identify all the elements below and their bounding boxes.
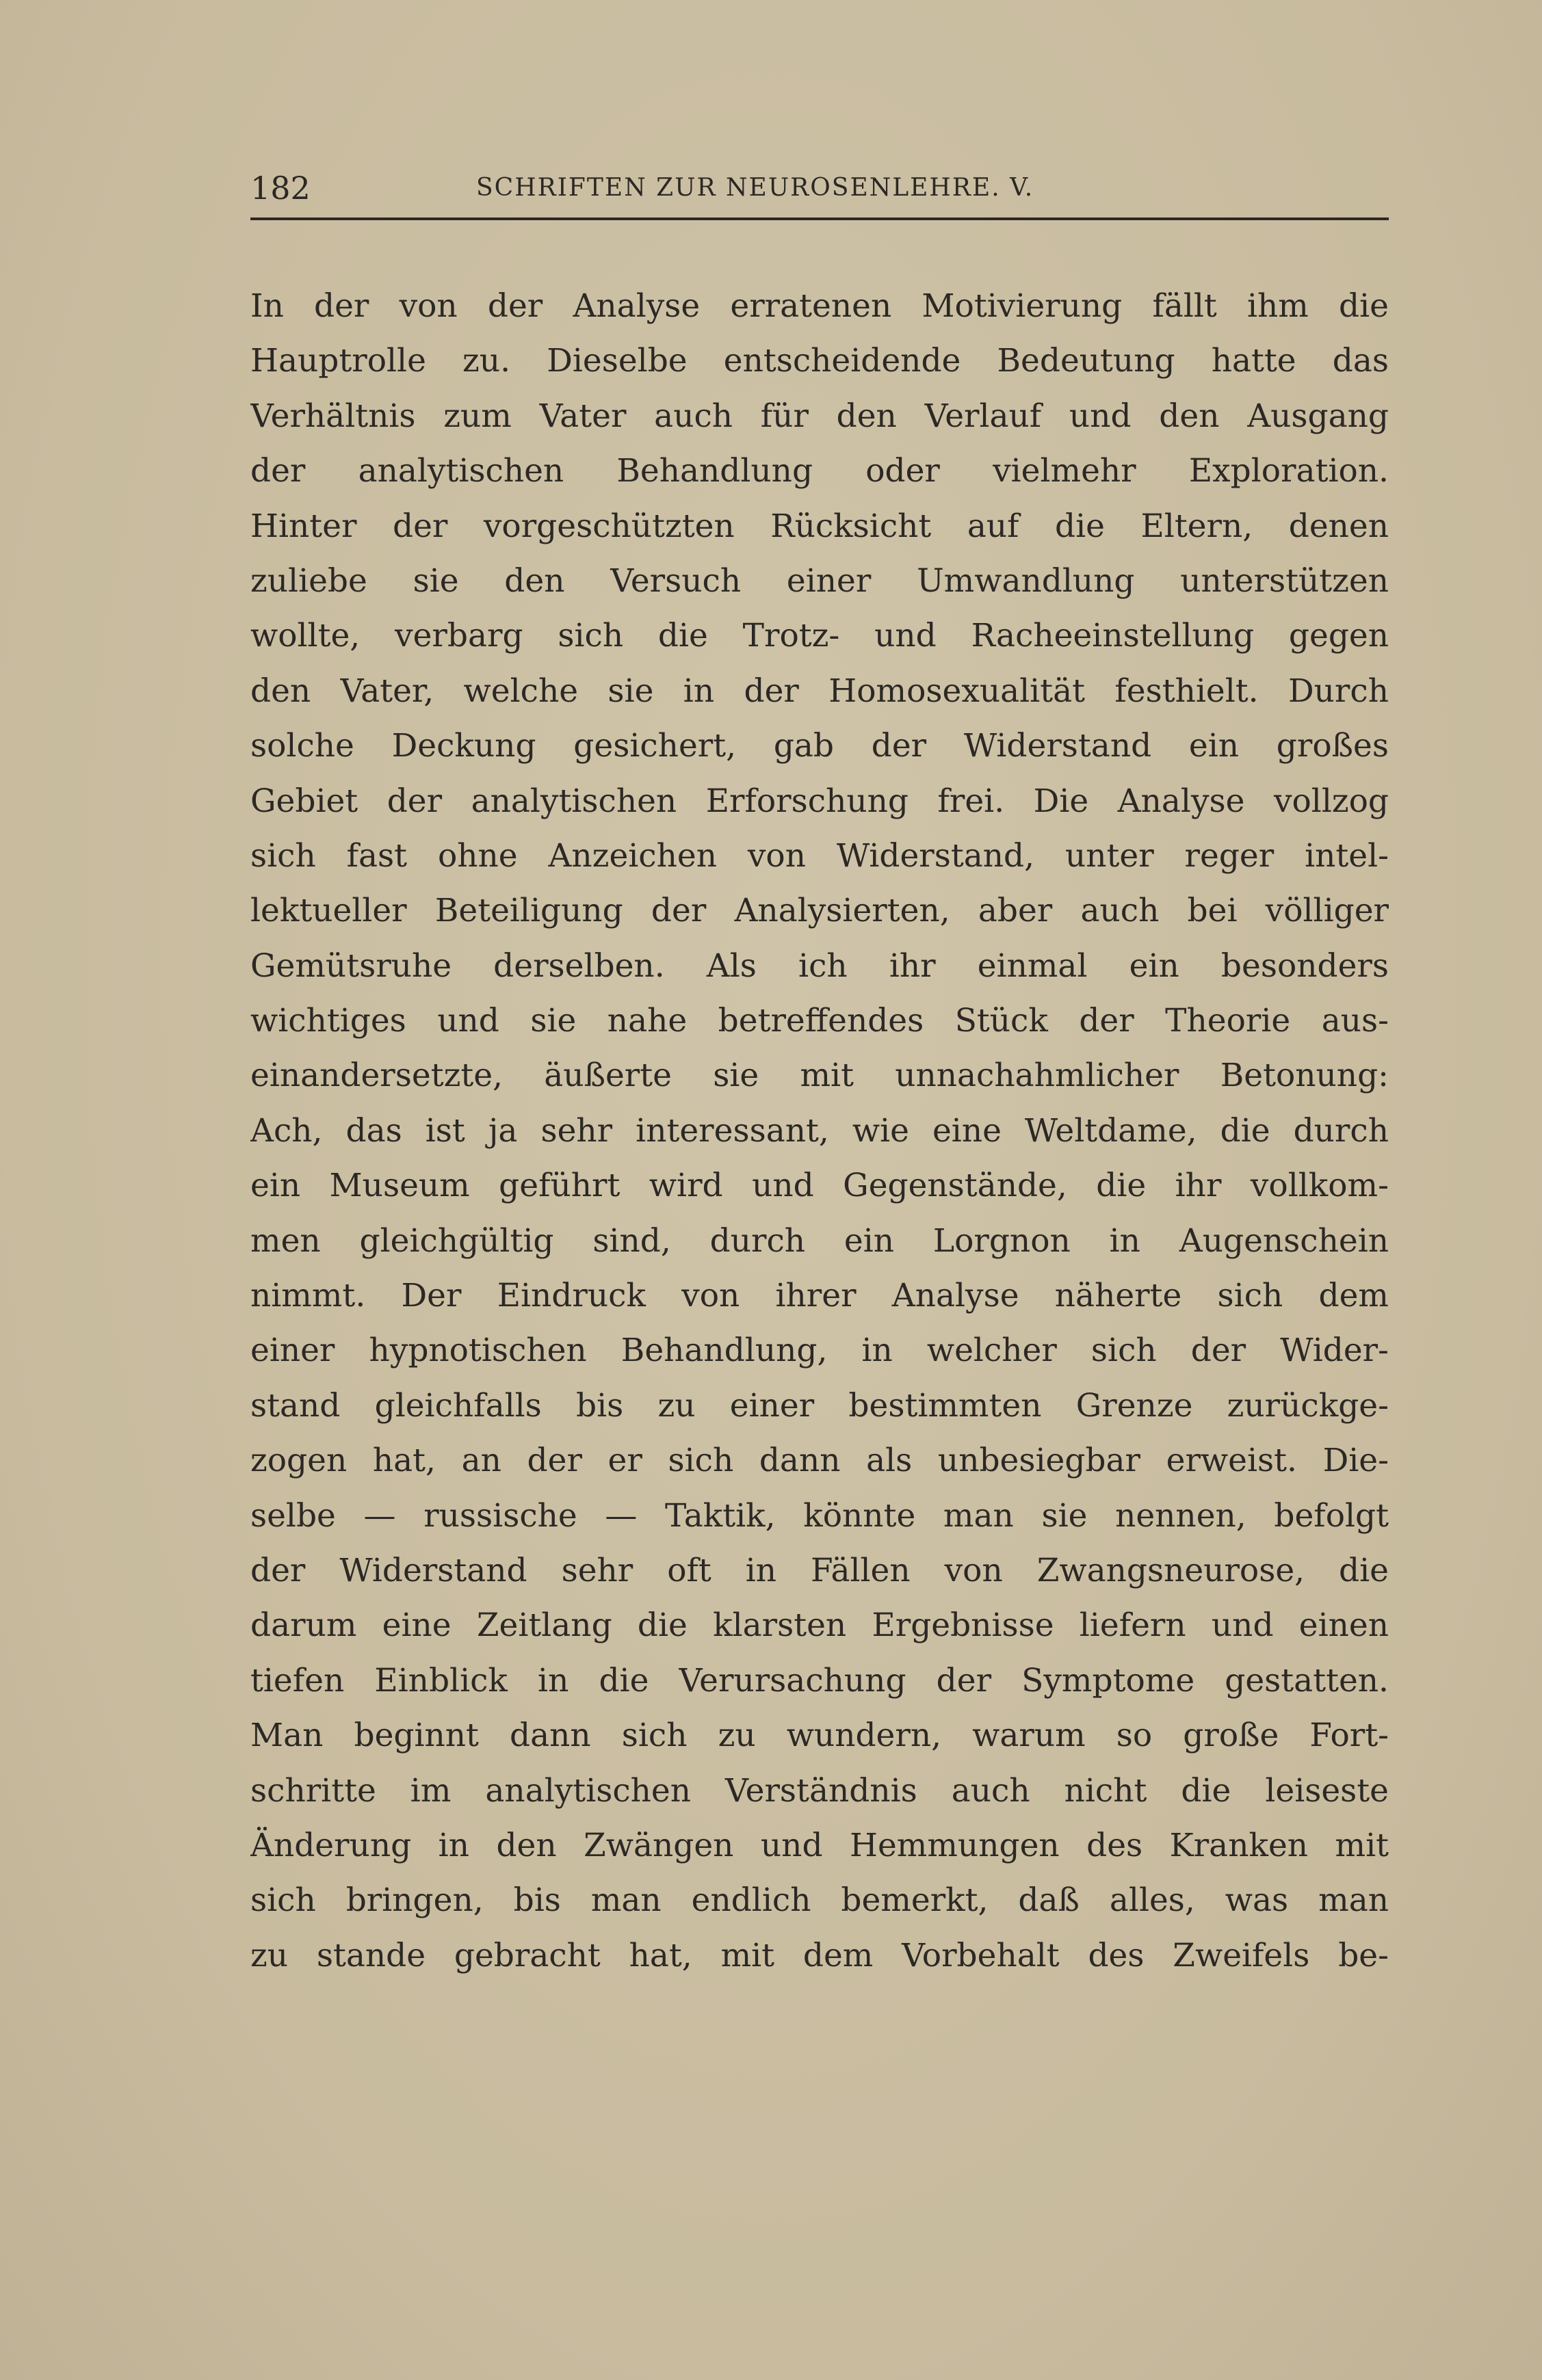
text-line: solche Deckung gesichert, gab der Widerstand ein großes xyxy=(250,727,1389,765)
text-line: der Widerstand sehr oft in Fällen von Zwangsneurose, die xyxy=(250,1551,1389,1589)
text-line: men gleichgültig sind, durch ein Lorgnon in Augenschein xyxy=(250,1221,1389,1260)
text-line: der analytischen Behandlung oder vielmehr Exploration. xyxy=(250,452,1389,490)
text-line: selbe — russische — Taktik, könnte man sie nennen, befolgt xyxy=(250,1496,1389,1535)
text-line: nimmt. Der Eindruck von ihrer Analyse näherte sich dem xyxy=(250,1277,1389,1315)
page-number: 182 xyxy=(250,170,311,207)
text-line: Änderung in den Zwängen und Hemmungen des Kranken mit xyxy=(250,1826,1389,1864)
text-line: wollte, verbarg sich die Trotz- und Racheeinstellung gegen xyxy=(250,617,1389,655)
text-line: zuliebe sie den Versuch einer Umwandlung unterstützen xyxy=(250,561,1389,600)
running-title: SCHRIFTEN ZUR NEUROSENLEHRE. V. xyxy=(476,174,1034,202)
text-line: zu stande gebracht hat, mit dem Vorbehalt des Zweifels be- xyxy=(250,1936,1389,1974)
text-line: Ach, das ist ja sehr interessant, wie eine Weltdame, die durch xyxy=(250,1111,1389,1150)
text-line: schritte im analytischen Verständnis auch nicht die leiseste xyxy=(250,1771,1389,1810)
text-line: darum eine Zeitlang die klarsten Ergebnisse liefern und einen xyxy=(250,1606,1389,1645)
text-line: einandersetzte, äußerte sie mit unnachahmlicher Betonung: xyxy=(250,1057,1389,1095)
text-line: Gemütsruhe derselben. Als ich ihr einmal ein besonders xyxy=(250,947,1389,985)
text-line: Verhältnis zum Vater auch für den Verlauf und den Ausgang xyxy=(250,397,1389,435)
text-line: Hinter der vorgeschützten Rücksicht auf die Eltern, denen xyxy=(250,507,1389,545)
header-rule xyxy=(250,217,1389,220)
text-line: In der von der Analyse erratenen Motivierung fällt ihm die xyxy=(250,287,1389,325)
text-line: wichtiges und sie nahe betreffendes Stück der Theorie aus- xyxy=(250,1002,1389,1040)
body-text xyxy=(250,279,1389,1983)
text-line: zogen hat, an der er sich dann als unbesiegbar erweist. Die- xyxy=(250,1442,1389,1480)
text-line: stand gleichfalls bis zu einer bestimmten Grenze zurückge- xyxy=(250,1386,1389,1425)
text-line: einer hypnotischen Behandlung, in welcher sich der Wider- xyxy=(250,1332,1389,1370)
text-line: Gebiet der analytischen Erforschung frei. Die Analyse vollzog xyxy=(250,782,1389,820)
text-line: Hauptrolle zu. Dieselbe entscheidende Bedeutung hatte das xyxy=(250,342,1389,380)
text-line: sich bringen, bis man endlich bemerkt, daß alles, was man xyxy=(250,1881,1389,1920)
text-line: sich fast ohne Anzeichen von Widerstand, unter reger intel- xyxy=(250,836,1389,875)
text-line: Man beginnt dann sich zu wundern, warum so große Fort- xyxy=(250,1717,1389,1755)
page-header xyxy=(250,170,1389,211)
text-line: den Vater, welche sie in der Homosexualität festhielt. Durch xyxy=(250,672,1389,710)
text-line: lektueller Beteiligung der Analysierten, aber auch bei völliger xyxy=(250,892,1389,930)
text-line: tiefen Einblick in die Verursachung der Symptome gestatten. xyxy=(250,1661,1389,1700)
text-line: ein Museum geführt wird und Gegenstände, die ihr vollkom- xyxy=(250,1167,1389,1205)
